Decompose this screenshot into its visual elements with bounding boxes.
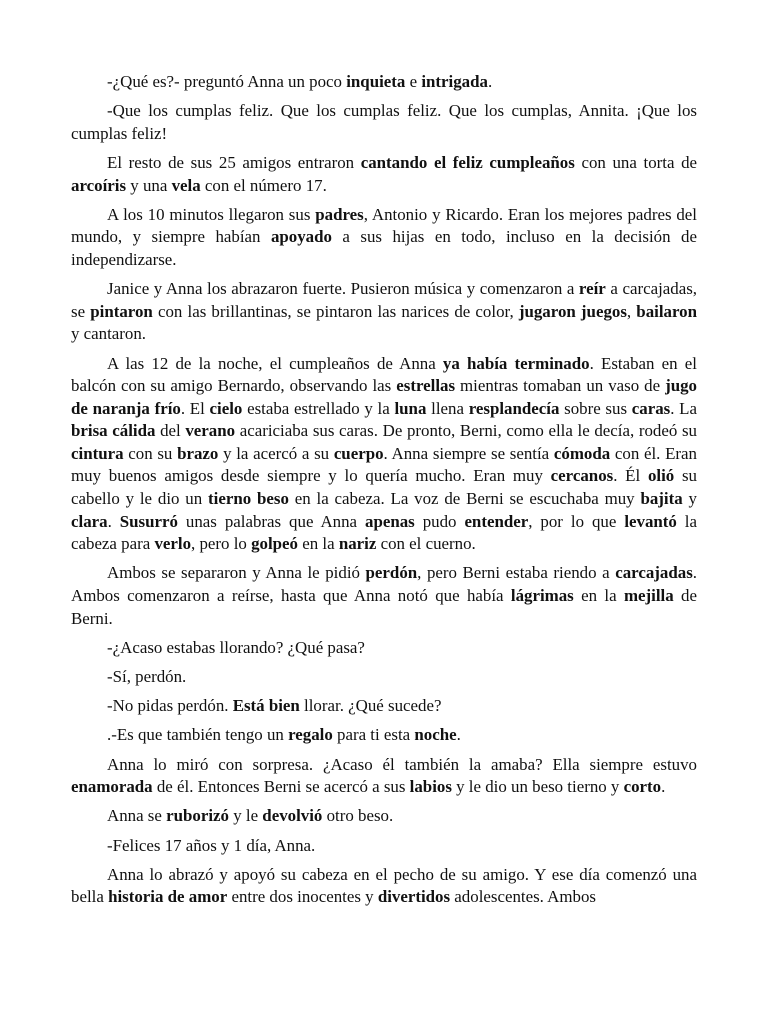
text-run: -Felices 17 años y 1 día, Anna.: [107, 835, 316, 855]
text-run: unas palabras que Anna: [177, 511, 365, 531]
text-run: en la cabeza. La voz de Berni se escuchaba muy: [288, 489, 641, 509]
text-run: . El: [180, 398, 210, 418]
bold-text-run: inquieta: [346, 72, 406, 91]
bold-text-run: historia de amor: [108, 887, 228, 907]
text-run: .-Es que también tengo un: [107, 725, 289, 745]
bold-text-run: labios: [409, 777, 452, 797]
text-run: , pero Berni estaba riendo a: [417, 563, 616, 583]
text-run: e: [405, 72, 422, 91]
bold-text-run: enamorada: [71, 777, 153, 797]
bold-text-run: perdón: [365, 563, 418, 583]
text-run: acariciaba sus caras. De pronto, Berni, como ella le decía, rodeó su: [235, 421, 697, 441]
paragraph-love-story: [71, 864, 697, 909]
text-run: . Ambos comenzaron a reírse, hasta que Anna notó que había: [71, 563, 697, 606]
text-run: -Sí, perdón.: [107, 667, 187, 686]
bold-text-run: cómoda: [553, 443, 611, 463]
text-run: .: [107, 511, 120, 531]
text-run: y una: [126, 175, 172, 195]
paragraph-kiss: [71, 754, 697, 799]
text-run: , por lo que: [528, 511, 625, 531]
text-run: -No pidas perdón.: [107, 696, 233, 716]
text-run: con el número 17.: [200, 175, 327, 195]
text-run: de Berni.: [71, 586, 698, 628]
bold-text-run: divertidos: [377, 887, 451, 907]
bold-text-run: lágrimas: [510, 586, 574, 606]
paragraph-tears: [71, 562, 697, 630]
text-run: -¿Qué es?- preguntó Anna un poco: [107, 72, 347, 91]
bold-text-run: pintaron: [90, 301, 153, 321]
text-run: y le dio un beso tierno y: [451, 777, 624, 797]
text-run: estaba estrellado y la: [242, 398, 395, 418]
text-run: para ti esta: [332, 725, 415, 745]
bold-text-run: resplandecía: [468, 398, 560, 418]
bold-text-run: brisa cálida: [71, 421, 156, 441]
paragraph-balcony: [71, 353, 697, 556]
bold-text-run: arcoíris: [71, 175, 127, 195]
text-run: -¿Acaso estabas llorando? ¿Qué pasa?: [107, 637, 365, 657]
bold-text-run: tierno beso: [208, 489, 289, 509]
text-run: adolescentes. Ambos: [450, 887, 596, 907]
document-page: [71, 71, 697, 916]
bold-text-run: ruborizó: [166, 806, 229, 826]
text-run: mientras tomaban un vaso de: [455, 376, 666, 396]
paragraph-party: [71, 278, 697, 346]
bold-text-run: ya había terminado: [442, 353, 590, 373]
text-run: sobre sus: [559, 398, 632, 418]
bold-text-run: devolvió: [262, 806, 323, 826]
text-run: . La: [670, 398, 697, 418]
text-run: del: [155, 421, 186, 441]
bold-text-run: cantando el feliz cumpleaños: [360, 152, 575, 172]
bold-text-run: clara: [71, 511, 108, 531]
paragraph-birthday-wish: [71, 835, 697, 858]
paragraph-parents: [71, 204, 697, 272]
text-run: a sus hijas en todo, incluso en la decisión de independizarse.: [71, 227, 697, 269]
bold-text-run: cintura: [71, 443, 124, 463]
text-run: Anna se: [107, 806, 167, 826]
text-run: Janice y Anna los abrazaron fuerte. Pusieron música y comenzaron a: [107, 279, 579, 299]
text-run: y: [682, 489, 697, 509]
text-run: El resto de sus 25 amigos entraron: [107, 152, 361, 172]
text-run: .: [487, 72, 493, 91]
bold-text-run: cielo: [209, 398, 243, 418]
text-run: entre dos inocentes y: [227, 887, 378, 907]
text-run: con su: [123, 443, 178, 463]
text-run: y la acercó a su: [218, 443, 334, 463]
text-run: Anna lo abrazó y apoyó su cabeza en el pecho de su amigo. Y ese día comenzó una bella: [71, 864, 697, 907]
text-run: a carcajadas, se: [71, 279, 697, 321]
text-run: en la: [298, 534, 339, 554]
paragraph-dialogue-crying: [71, 637, 697, 660]
bold-text-run: estrellas: [396, 376, 456, 396]
text-run: Anna lo miró con sorpresa. ¿Acaso él también la amaba? Ella siempre estuvo: [107, 754, 697, 774]
text-run: , Antonio y Ricardo. Eran los mejores padres del mundo, y siempre habían: [71, 204, 697, 247]
bold-text-run: vela: [171, 175, 201, 195]
bold-text-run: cuerpo: [333, 443, 384, 463]
text-run: .: [456, 725, 461, 745]
bold-text-run: caras: [631, 398, 671, 418]
bold-text-run: verano: [185, 421, 236, 441]
text-run: con las brillantinas, se pintaron las narices de color,: [152, 301, 519, 321]
text-run: . Él: [613, 466, 648, 486]
bold-text-run: Está bien: [232, 696, 300, 716]
text-run: pudo: [414, 511, 465, 531]
bold-text-run: padres: [315, 204, 364, 224]
bold-text-run: mejilla: [623, 586, 674, 606]
text-run: llorar. ¿Qué sucede?: [299, 696, 442, 716]
bold-text-run: verlo: [154, 534, 192, 554]
bold-text-run: Susurró: [119, 511, 178, 531]
text-run: , pero lo: [191, 534, 252, 554]
bold-text-run: jugaron juegos: [518, 301, 627, 321]
text-run: la cabeza para: [71, 511, 698, 554]
text-run: y le: [228, 806, 263, 826]
bold-text-run: cercanos: [550, 466, 614, 486]
bold-text-run: nariz: [338, 534, 377, 554]
paragraph-song: [71, 100, 697, 145]
bold-text-run: brazo: [177, 443, 219, 463]
bold-text-run: luna: [394, 398, 427, 418]
bold-text-run: carcajadas: [615, 563, 693, 583]
bold-text-run: apenas: [365, 511, 415, 531]
paragraph-blush: [71, 805, 697, 828]
paragraph-dialogue-sorry: [71, 666, 697, 689]
text-run: A las 12 de la noche, el cumpleaños de Anna: [107, 353, 443, 373]
bold-text-run: intrigada: [421, 72, 488, 91]
text-run: Ambos se separaron y Anna le pidió: [107, 563, 366, 583]
text-run: de él. Entonces Berni se acercó a sus: [152, 777, 410, 797]
bold-text-run: corto: [623, 777, 662, 797]
bold-text-run: noche: [414, 725, 457, 745]
bold-text-run: bailaron: [636, 301, 697, 321]
bold-text-run: jugo de naranja frío: [71, 376, 697, 418]
text-run: con él. Eran muy buenos amigos desde siempre y lo quería mucho. Eran muy: [71, 443, 697, 486]
bold-text-run: levantó: [624, 511, 677, 531]
text-run: -Que los cumplas feliz. Que los cumplas feliz. Que los cumplas, Annita. ¡Que los cumplas feliz!: [71, 101, 697, 143]
text-run: A los 10 minutos llegaron sus: [107, 204, 316, 224]
bold-text-run: regalo: [288, 725, 333, 745]
text-run: su cabello y le dio un: [71, 466, 697, 509]
bold-text-run: apoyado: [270, 227, 332, 247]
paragraph-dialogue-ok: [71, 695, 697, 718]
paragraph-question: [71, 71, 697, 94]
bold-text-run: reír: [578, 279, 606, 299]
paragraph-friends-arrive: [71, 152, 697, 197]
text-run: . Estaban en el balcón con su amigo Bernardo, observando las: [71, 353, 697, 396]
text-run: . Anna siempre se sentía: [383, 443, 554, 463]
text-run: en la: [573, 586, 624, 606]
text-run: .: [661, 777, 666, 797]
text-run: ,: [626, 301, 637, 321]
bold-text-run: entender: [464, 511, 529, 531]
text-run: con el cuerno.: [376, 534, 476, 554]
text-run: con una torta de: [574, 152, 698, 172]
paragraph-dialogue-gift: [71, 724, 697, 747]
text-run: otro beso.: [322, 806, 394, 826]
text-run: llena: [426, 398, 469, 418]
bold-text-run: golpeó: [251, 534, 298, 554]
bold-text-run: bajita: [640, 489, 683, 509]
text-run: y cantaron.: [71, 324, 147, 344]
bold-text-run: olió: [647, 466, 675, 486]
